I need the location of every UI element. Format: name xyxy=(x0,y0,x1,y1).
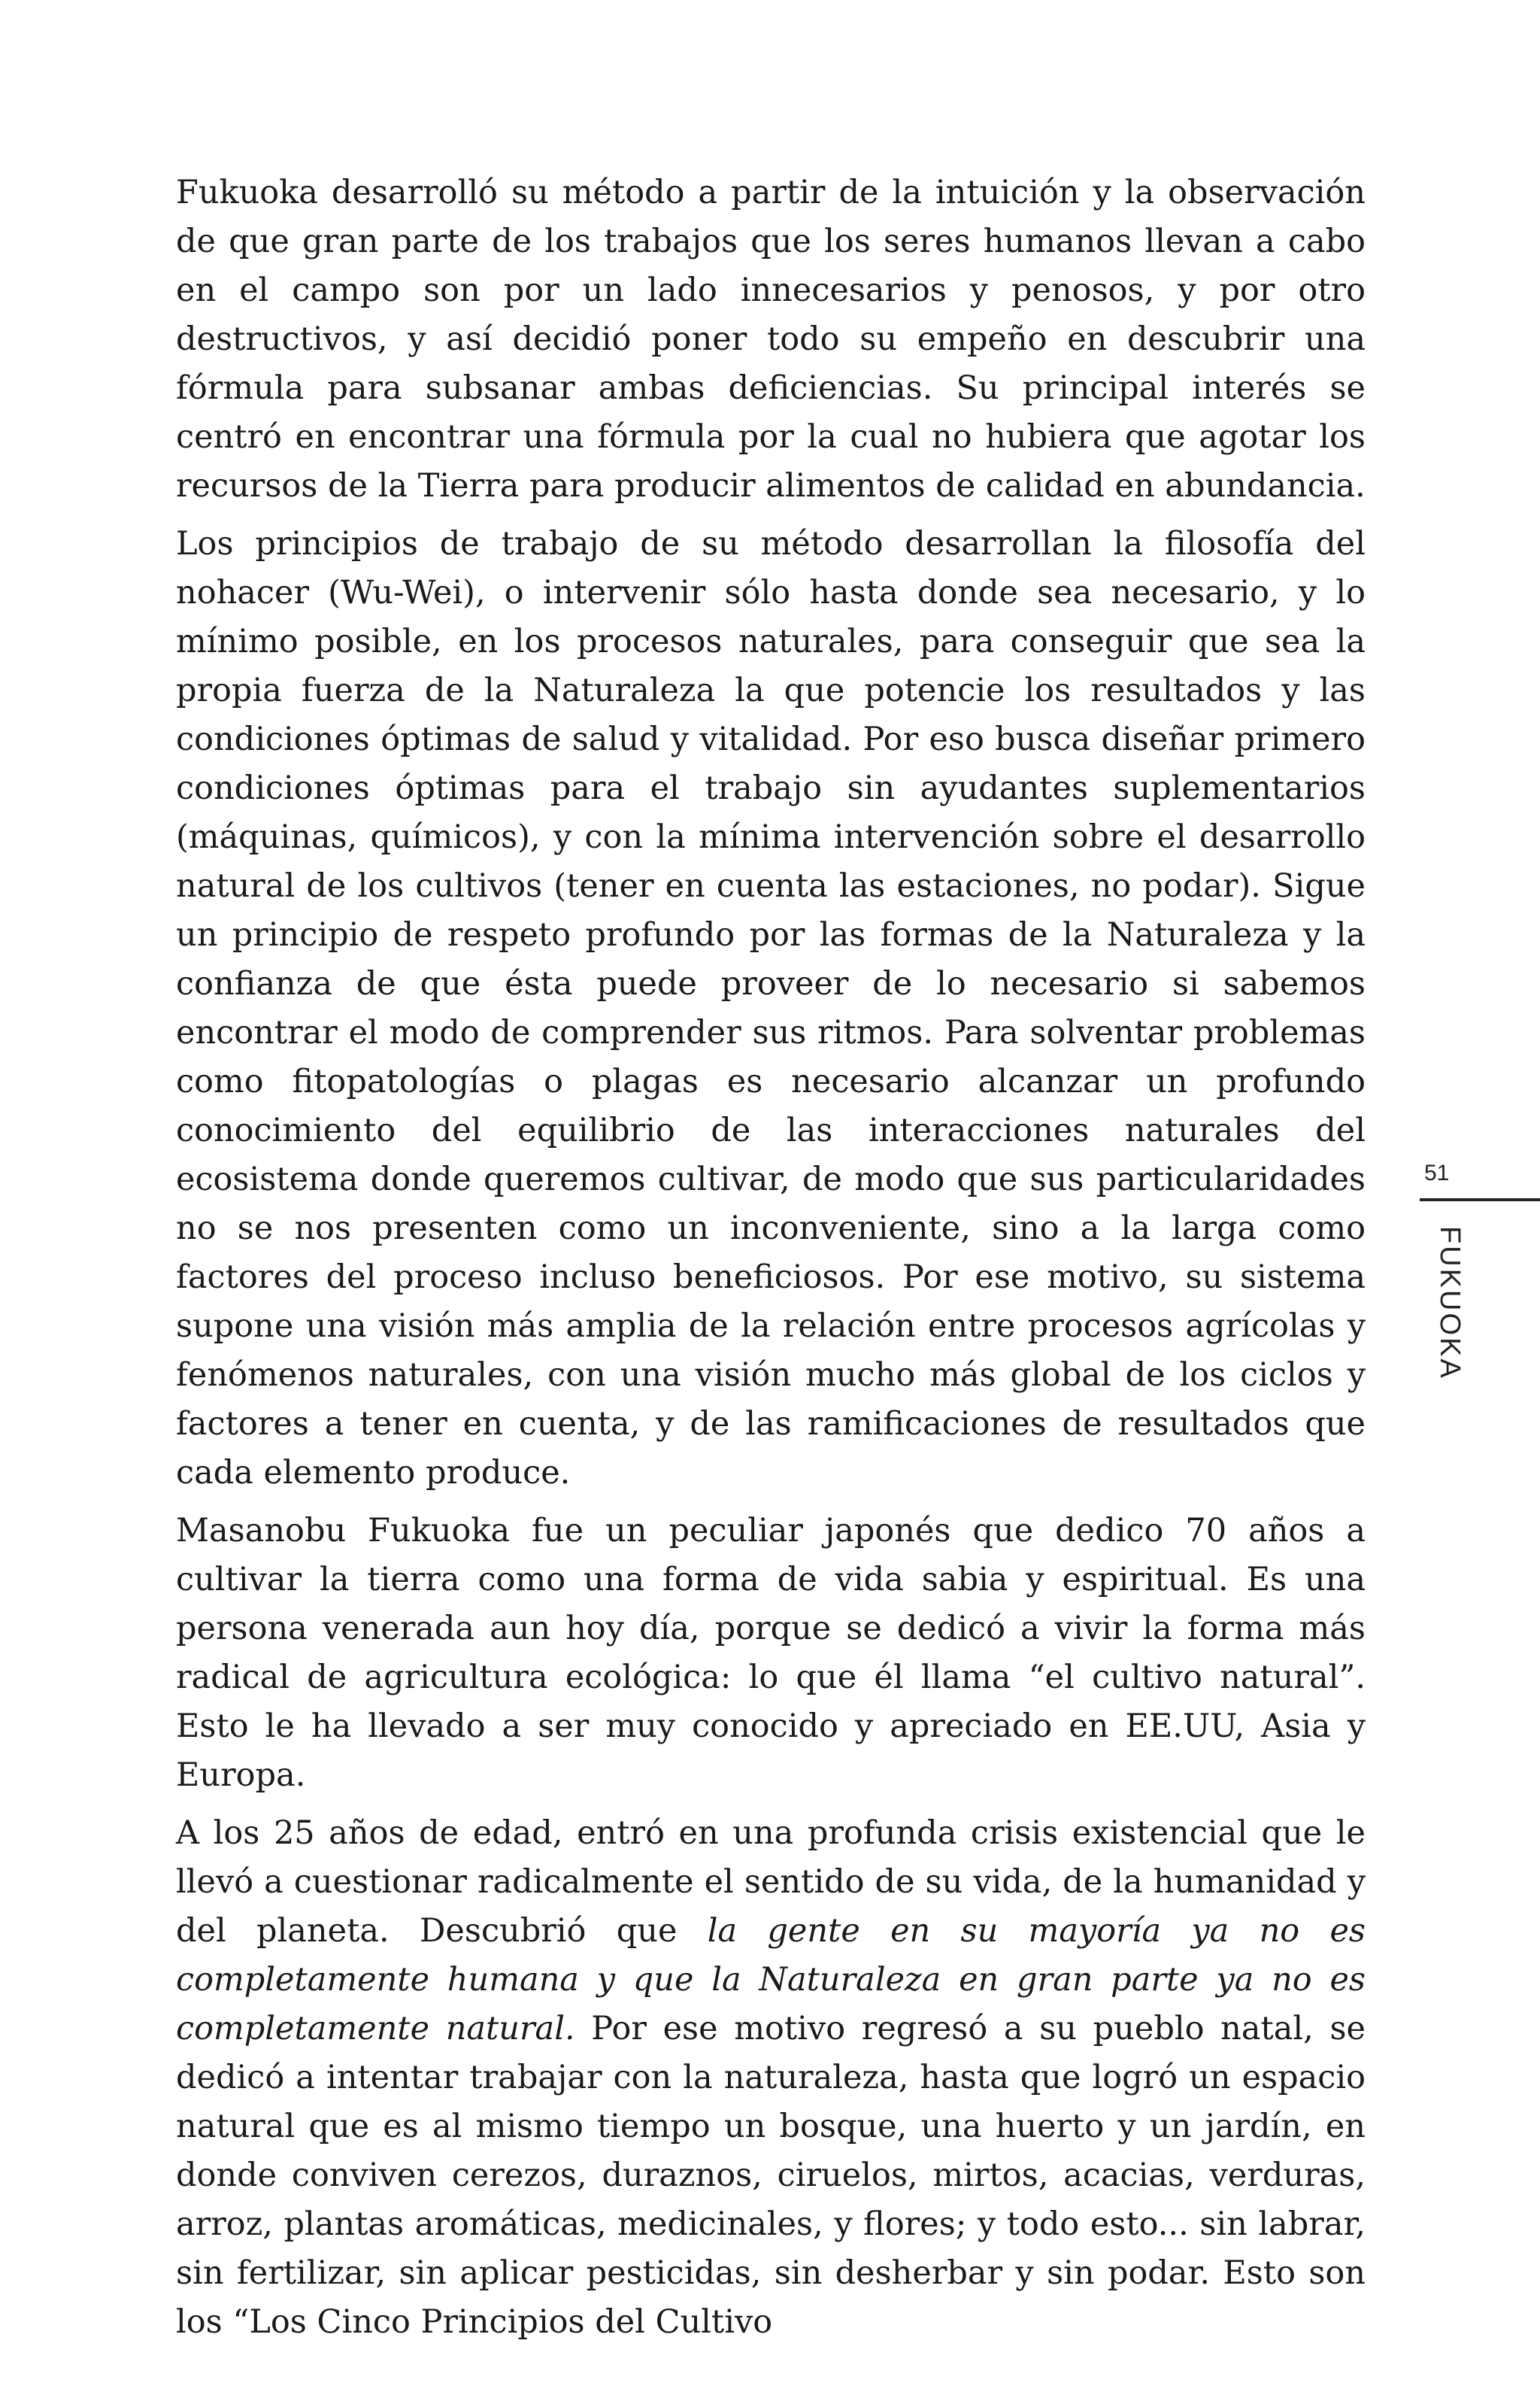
page-number: 51 xyxy=(1424,1161,1450,1185)
paragraph-4 xyxy=(176,1809,1366,2347)
paragraph-4-italic-quote: la gente en su mayoría ya no es completamente humana y que la Naturaleza en gran parte ya no es completamente natural. xyxy=(176,1912,1366,2047)
paragraph-2: Los principios de trabajo de su método desarrollan la filosofía del nohacer (Wu-Wei), o intervenir sólo hasta donde sea necesario, y lo mínimo posible, en los procesos naturales, para conseguir que sea la propia fuerza de la Naturaleza la que potencie los resultados y las condiciones óptimas de salud y vitalidad. Por eso busca diseñar primero condiciones óptimas para el trabajo sin ayudantes suplementarios (máquinas, químicos), y con la mínima intervención sobre el desarrollo natural de los cultivos (tener en cuenta las estaciones, no podar). Sigue un principio de respeto profundo por las formas de la Naturaleza y la confianza de que ésta puede proveer de lo necesario si sabemos encontrar el modo de comprender sus ritmos. Para solventar problemas como fitopatologías o plagas es necesario alcanzar un profundo conocimiento del equilibrio de las interacciones naturales del ecosistema donde queremos cultivar, de modo que sus particularidades no se nos presenten como un inconveniente, sino a la larga como factores del proceso incluso beneficiosos. Por ese motivo, su sistema supone una visión más amplia de la relación entre procesos agrícolas y fenómenos naturales, con una visión mucho más global de los ciclos y factores a tener en cuenta, y de las ramificaciones de resultados que cada elemento produce. xyxy=(176,525,1366,1492)
paragraph-3: Masanobu Fukuoka fue un peculiar japonés que dedico 70 años a cultivar la tierra como una forma de vida sabia y espiritual. Es una persona venerada aun hoy día, porque se dedicó a vivir la forma más radical de agricultura ecológica: lo que él llama “el cultivo natural”. Esto le ha llevado a ser muy conocido y apreciado en EE.UU, Asia y Europa. xyxy=(176,1512,1366,1794)
folio xyxy=(1405,1151,1540,1380)
paragraph-4-end: Por ese motivo regresó a su pueblo natal, se dedicó a intentar trabajar con la naturaleza, hasta que logró un espacio natural que es al mismo tiempo un bosque, una huerto y un jardín, en donde conviven cerezos, duraznos, ciruelos, mirtos, acacias, verduras, arroz, plantas aromáticas, medicinales, y flores; y todo esto... sin labrar, sin fertilizar, sin aplicar pesticidas, sin desherbar y sin podar. Esto son los “Los Cinco Principios del Cultivo xyxy=(176,2010,1366,2341)
folio-rule xyxy=(1420,1198,1540,1201)
running-head: FUKUOKA xyxy=(1434,1226,1466,1380)
paragraph-1: Fukuoka desarrolló su método a partir de la intuición y la observación de que gran parte de los trabajos que los seres humanos llevan a cabo en el campo son por un lado innecesarios y penosos, y por otro destructivos, y así decidió poner todo su empeño en descubrir una fórmula para subsanar ambas deficiencias. Su principal interés se centró en encontrar una fórmula por la cual no hubiera que agotar los recursos de la Tierra para producir alimentos de calidad en abundancia. xyxy=(176,174,1366,505)
paragraph-4-start: A los 25 años de edad, entró en una profunda crisis existencial que le llevó a cuestionar radicalmente el sentido de su vida, de la humanidad y del planeta. Descubrió que xyxy=(176,1814,1366,1950)
body-text xyxy=(176,168,1366,2356)
